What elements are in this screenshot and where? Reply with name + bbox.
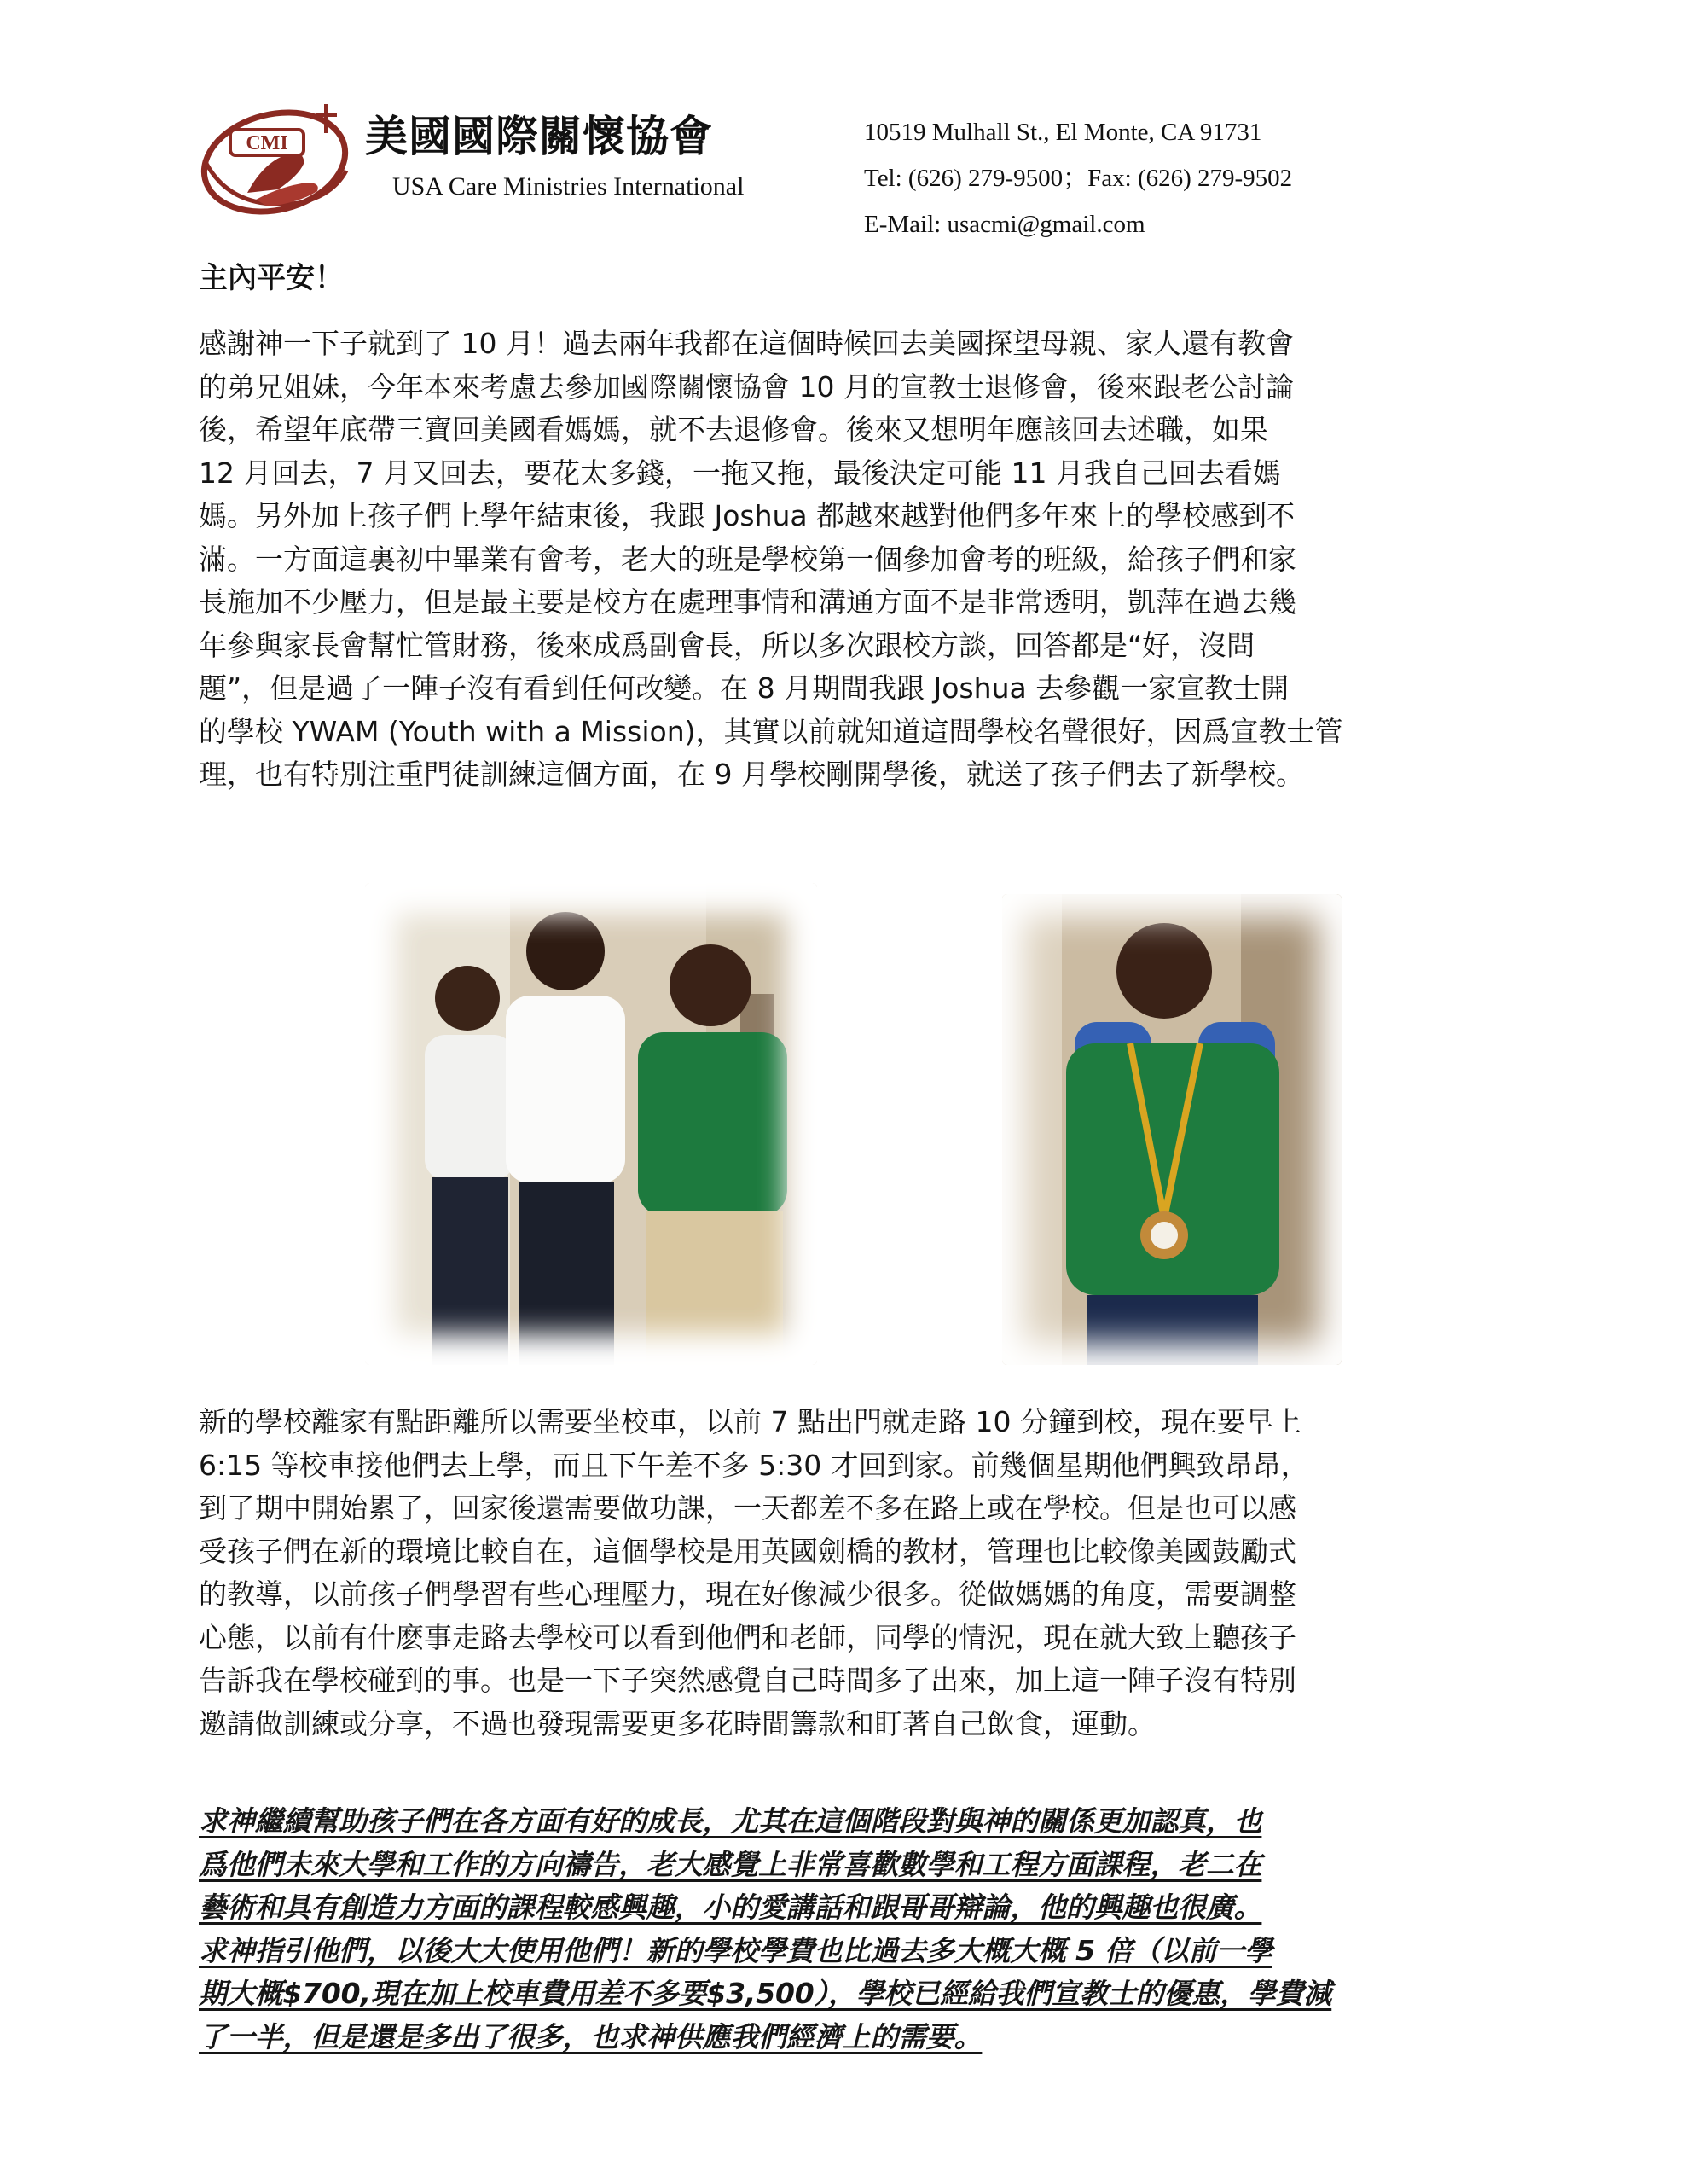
prayer-line: 爲他們未來大學和工作的方向禱告，老大感覺上非常喜歡數學和工程方面課程，老二在: [199, 1847, 1262, 1881]
photo-boy-with-medal: [1002, 894, 1342, 1365]
prayer-line: 了一半，但是還是多出了很多，也求神供應我們經濟上的需要。: [199, 2019, 983, 2053]
text-line: 受孩子們在新的環境比較自在，這個學校是用英國劍橋的教材，管理也比較像美國鼓勵式: [199, 1534, 1296, 1568]
address: 10519 Mulhall St., El Monte, CA 91731: [864, 119, 1262, 146]
contact-block: [864, 109, 1292, 247]
text-line: 滿。一方面這裏初中畢業有會考，老大的班是學校第一個參加會考的班級，給孩子們和家: [199, 542, 1296, 576]
prayer-request: [199, 1800, 1331, 2059]
text-line: 媽。另外加上孩子們上學年結束後，我跟 Joshua 都越來越對他們多年來上的學校感到不: [199, 499, 1296, 532]
text-line: 的教導，以前孩子們學習有些心理壓力，現在好像減少很多。從做媽媽的角度，需要調整: [199, 1577, 1296, 1611]
text-line: 的弟兄姐妹，今年本來考慮去參加國際關懷協會 10 月的宣教士退修會，後來跟老公討論: [199, 369, 1294, 404]
prayer-line: 求神繼續幫助孩子們在各方面有好的成長，尤其在這個階段對與神的關係更加認真，也: [199, 1804, 1262, 1838]
greeting: 主內平安！: [199, 261, 344, 295]
paragraph-1: [199, 322, 1343, 797]
photo-three-boys: [365, 883, 817, 1365]
text-line: 理，也有特別注重門徒訓練這個方面，在 9 月學校剛開學後，就送了孩子們去了新學校。: [199, 758, 1304, 791]
text-line: 告訴我在學校碰到的事。也是一下子突然感覺自己時間多了出來，加上這一陣子沒有特別: [199, 1664, 1296, 1697]
phone-fax: Tel: (626) 279-9500；Fax: (626) 279-9502: [864, 165, 1293, 192]
text-line: 後，希望年底帶三寶回美國看媽媽，就不去退修會。後來又想明年應該回去述職，如果: [199, 413, 1268, 446]
text-line: 的學校 YWAM (Youth with a Mission)，其實以前就知道這間學校名聲很好，因爲宣教士管: [199, 714, 1343, 748]
text-line: 邀請做訓練或分享，不過也發現需要更多花時間籌款和盯著自己飲食，運動。: [199, 1706, 1156, 1740]
prayer-line: 期大概$700,現在加上校車費用差不多要$3,500），學校已經給我們宣教士的優惠，學費減: [199, 1977, 1332, 2010]
prayer-line: 求神指引他們，以後大大使用他們！新的學校學費也比過去多大概大概 5 倍（以前一學: [199, 1933, 1272, 1967]
text-line: 長施加不少壓力，但是最主要是校方在處理事情和溝通方面不是非常透明，凱萍在過去幾: [199, 585, 1296, 619]
text-line: 題”，但是過了一陣子沒有看到任何改變。在 8 月期間我跟 Joshua 去參觀一家宣教士開: [199, 671, 1290, 705]
paragraph-2: [199, 1401, 1309, 1745]
text-line: 心態，以前有什麽事走路去學校可以看到他們和老師，同學的情況，現在就大致上聽孩子: [199, 1620, 1296, 1654]
prayer-line: 藝術和具有創造力方面的課程較感興趣，小的愛講話和跟哥哥辯論，他的興趣也很廣。: [199, 1891, 1262, 1924]
text-line: 新的學校離家有點距離所以需要坐校車，以前 7 點出門就走路 10 分鐘到校，現在要早上: [199, 1405, 1301, 1438]
logo-text: CMI: [246, 132, 288, 154]
cmi-logo: [196, 101, 358, 220]
text-line: 6:15 等校車接他們去上學，而且下午差不多 5:30 才回到家。前幾個星期他們興致昂昂，: [199, 1448, 1309, 1482]
text-line: 感謝神一下子就到了 10 月！過去兩年我都在這個時候回去美國探望母親、家人還有教會: [199, 327, 1294, 360]
email-address[interactable]: E-Mail: usacmi@gmail.com: [864, 211, 1145, 238]
org-name-english: USA Care Ministries International: [392, 172, 745, 200]
text-line: 年參與家長會幫忙管財務，後來成爲副會長，所以多次跟校方談，回答都是“好，沒問: [199, 628, 1255, 662]
org-name-chinese: 美國國際關懷協會: [365, 112, 713, 161]
text-line: 12 月回去，7 月又回去，要花太多錢，一拖又拖，最後決定可能 11 月我自己回去看媽: [199, 456, 1281, 490]
text-line: 到了期中開始累了，回家後還需要做功課，一天都差不多在路上或在學校。但是也可以感: [199, 1491, 1296, 1525]
